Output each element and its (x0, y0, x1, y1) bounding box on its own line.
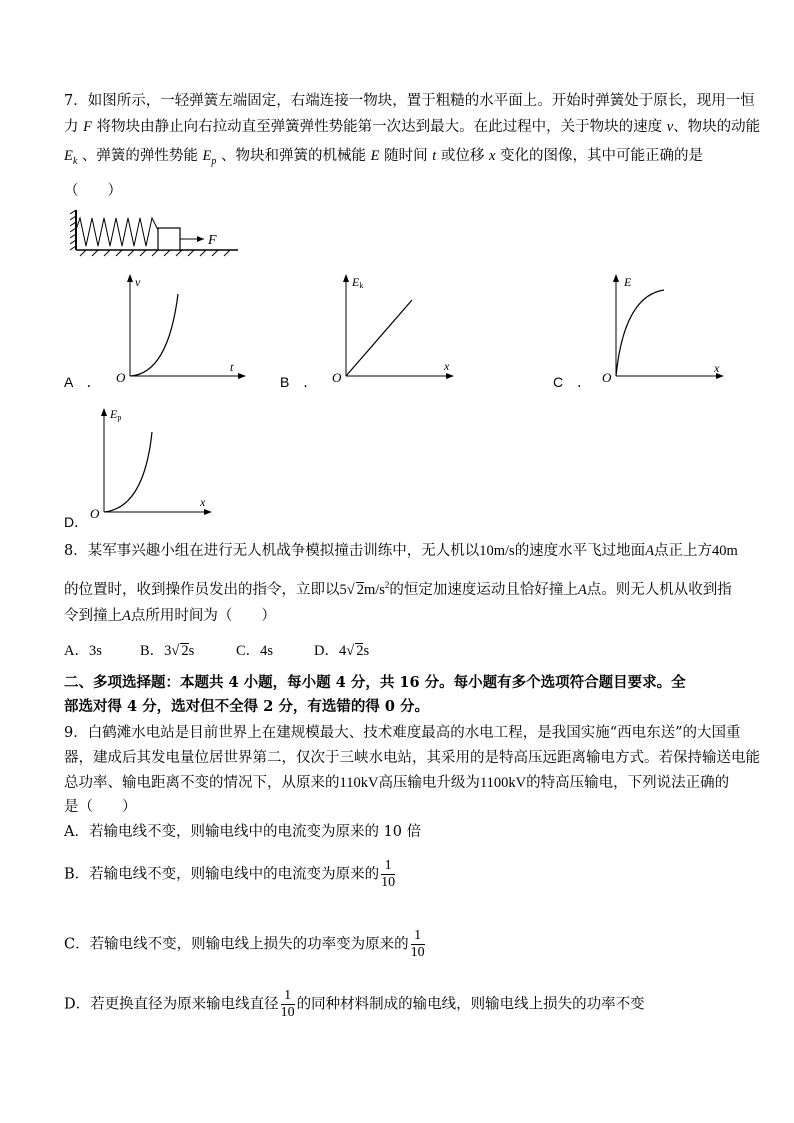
fraction-one-tenth: $\frac{1}{10}$ (280, 988, 295, 1020)
origin-label: O (332, 370, 342, 384)
axis-e-label: E (624, 275, 632, 289)
q9-option-d (64, 988, 645, 1021)
q8-option-d: D．4√ 2s (314, 643, 370, 659)
q7-text: 、物块和弹簧的机械能 (216, 148, 371, 164)
q7-line-1: 7．如图所示，一轻弹簧左端固定，右端连接一物块，置于粗糙的水平面上。开始时弹簧处于原长，现用一恒 (64, 93, 755, 109)
q7-text: 力 (64, 119, 84, 135)
q9-option-a: A．若输电线不变，则输电线中的电流变为原来的 10 倍 (64, 824, 422, 840)
origin-label: O (116, 370, 126, 384)
q7-option-c-graph (598, 270, 728, 384)
q8-text: 点正上方 (654, 543, 713, 559)
point-A: A (122, 608, 131, 624)
q7-line-3 (64, 146, 703, 172)
q7-option-a-graph (110, 272, 250, 384)
q8-line-1 (64, 541, 738, 561)
q7-option-c-label: C ． (553, 374, 592, 390)
q8-speed: 10m/s (479, 543, 515, 559)
q9-text: 总功率、输电距离不变的情况下，从原来的 (64, 775, 340, 791)
axis-ek-label: Ek (352, 275, 364, 290)
q7-text: 或位移 (436, 148, 489, 164)
q8-text: 点所用时间为（ ） (130, 608, 276, 624)
force-F-label: F (208, 233, 217, 248)
var-Ek-sub: k (72, 155, 78, 167)
q7-option-d-graph (86, 404, 216, 520)
q9-text: 高压输电升级为 (378, 775, 480, 791)
q9-text: 的特高压输电，下列说法正确的 (526, 775, 730, 791)
q7-text: 将物块由静止向右拉动直至弹簧弹性势能第一次达到最大。在此过程中，关于物块的速度 (91, 119, 667, 135)
axis-ep-label: Ep (110, 407, 122, 422)
q7-line-2 (64, 117, 760, 137)
q9-option-c (64, 928, 427, 961)
var-F: F (83, 119, 92, 135)
q8-line-2 (64, 575, 732, 600)
point-A: A (645, 543, 655, 559)
q8-option-b: B．3√ 2s (140, 643, 195, 659)
q8-text: 的恒定加速度运动且恰好撞上 (389, 581, 578, 598)
spring-block-figure (70, 210, 245, 258)
q7-text: 、物块的动能 (673, 119, 761, 135)
var-E: E (370, 148, 380, 164)
q8-text: 令到撞上 (64, 608, 122, 624)
var-Ep-sub: p (211, 155, 217, 167)
q9-voltage-new: 1100kV (479, 775, 527, 791)
section-2-heading-line-1: 二、多项选择题：本题共 4 小题，每小题 4 分，共 16 分。每小题有多个选项符合题目要求。全 (64, 674, 686, 691)
q9-line-2: 器，建成后其发电量位居世界第二，仅次于三峡水电站，其采用的是特高压远距离输电方式。若保持输送电能 (64, 750, 760, 766)
origin-label: O (90, 506, 100, 520)
q9-voltage-old: 110kV (339, 775, 379, 791)
section-2-heading-line-2: 部选对得 4 分，选对但不全得 2 分，有选错的得 0 分。 (64, 698, 430, 715)
q8-option-a: A．3s (64, 643, 102, 659)
q9-option-d-text: D．若更换直径为原来输电线直径 (64, 996, 279, 1013)
q9-option-b (64, 858, 397, 891)
q9-line-1: 9．白鹤滩水电站是目前世界上在建规模最大、技术难度最高的水电工程，是我国实施“西电东送”的大国重 (64, 725, 741, 741)
q8-acceleration: 5√ $2m/s^2$ (339, 580, 390, 598)
axis-x-label: x (714, 361, 720, 375)
fraction-one-tenth: $\frac{1}{10}$ (381, 858, 396, 890)
q9-option-d-text: 的同种材料制成的输电线，则输电线上损失的功率不变 (296, 996, 645, 1013)
var-Ek: E (64, 148, 73, 164)
q8-height: 40m (712, 543, 738, 559)
q8-option-c: C．4s (236, 643, 274, 659)
axis-v-label: v (135, 275, 141, 289)
fraction-one-tenth: $\frac{1}{10}$ (410, 928, 425, 960)
axis-t-label: t (230, 360, 234, 374)
q8-line-3 (64, 606, 276, 626)
q9-option-b-text: B．若输电线不变，则输电线中的电流变为原来的 (64, 866, 380, 883)
var-Ep: E (202, 148, 212, 164)
q7-text: 、弹簧的弹性势能 (77, 148, 203, 164)
q7-option-a-label: A ． (64, 374, 101, 390)
q7-option-d-label: D． (64, 514, 89, 530)
q7-option-b-label: B ． (280, 374, 318, 390)
q7-option-b-graph (328, 270, 458, 384)
var-t: t (432, 148, 437, 164)
var-v: v (666, 119, 674, 135)
var-x: x (488, 148, 496, 164)
q9-line-4: 是（ ） (64, 799, 137, 815)
axis-x-label: x (444, 359, 450, 373)
q8-text: 的速度水平飞过地面 (514, 543, 646, 559)
q7-text: 变化的图像，其中可能正确的是 (495, 148, 703, 164)
q8-options (64, 641, 369, 661)
q9-line-3 (64, 773, 729, 793)
q7-paren: （ ） (64, 183, 122, 199)
q8-text: 8．某军事兴趣小组在进行无人机战争模拟撞击训练中，无人机以 (64, 543, 480, 559)
q9-option-c-text: C．若输电线不变，则输电线上损失的功率变为原来的 (64, 936, 409, 953)
axis-x-label: x (200, 495, 206, 509)
point-A: A (577, 581, 587, 598)
q7-text: 随时间 (379, 148, 433, 164)
origin-label: O (602, 370, 612, 384)
q8-text: 点。则无人机从收到指 (586, 581, 732, 598)
q8-text: 的位置时，收到操作员发出的指令，立即以 (64, 581, 340, 598)
